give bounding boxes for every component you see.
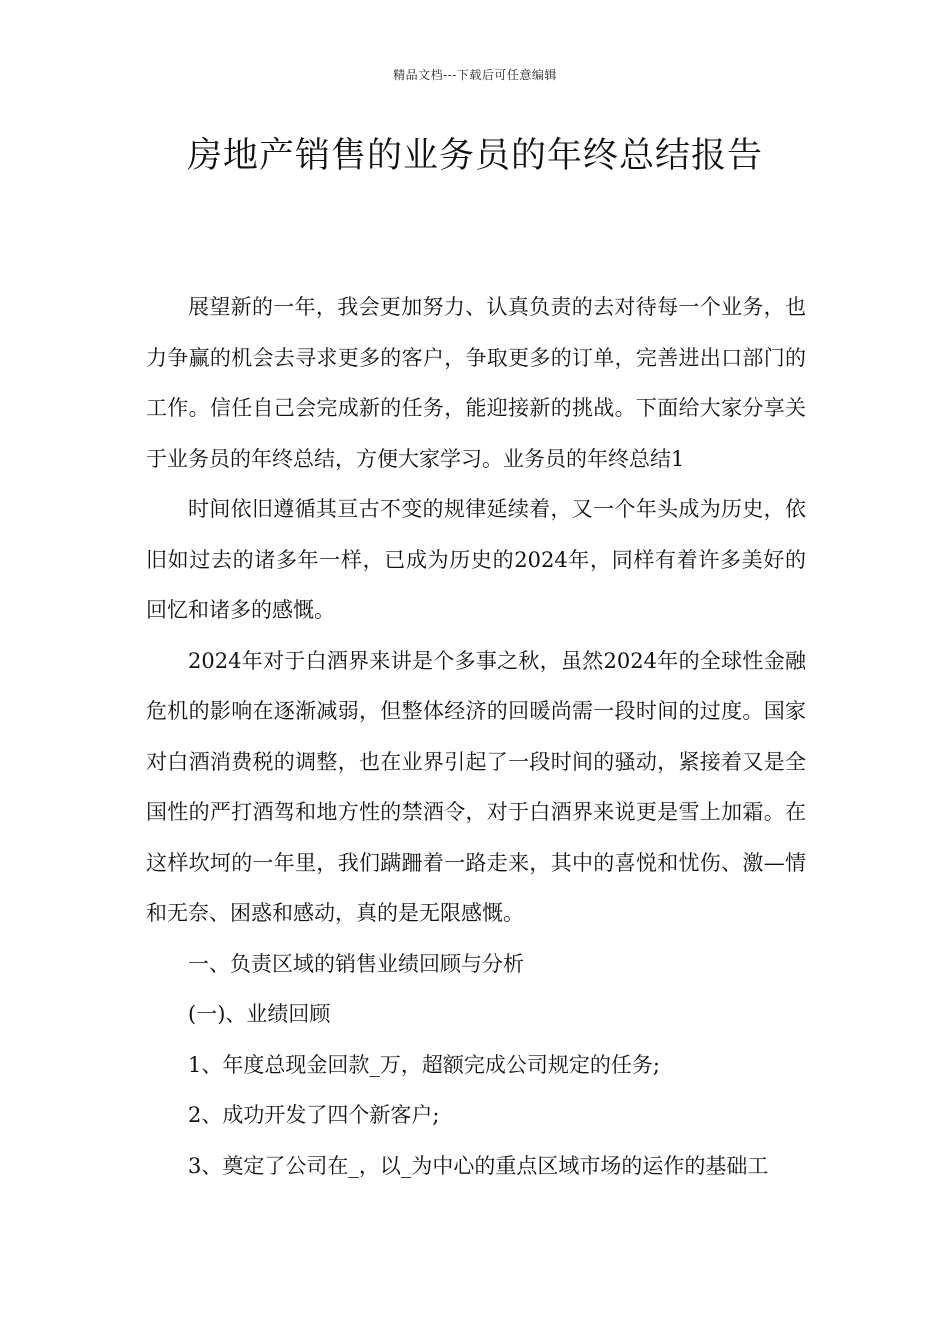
document-title: 房地产销售的业务员的年终总结报告 (186, 136, 763, 176)
header-note: 精品文档---下载后可任意编辑 (393, 68, 557, 82)
paragraph-intro: 展望新的一年，我会更加努力、认真负责的去对待每一个业务，也力争赢的机会去寻求更多的客户，争取更多的订单，完善进出口部门的工作。信任自己会完成新的任务，能迎接新的挑战。下面给大家分享关于业务员的年终总结，方便大家学习。业务员的年终总结1 (146, 295, 806, 471)
list-item: 3、奠定了公司在_，以_为中心的重点区域市场的运作的基础工 (188, 1153, 769, 1178)
document-body (146, 282, 806, 1191)
section-heading-1: 一、负责区域的销售业绩回顾与分析 (188, 951, 524, 976)
paragraph-industry: 2024年对于白酒界来讲是个多事之秋，虽然2024年的全球性金融危机的影响在逐渐减弱，但整体经济的回暖尚需一段时间的过度。国家对白酒消费税的调整，也在业界引起了一段时间的骚动，紧接着又是全国性的严打酒驾和地方性的禁酒令，对于白酒界来说更是雪上加霜。在这样坎坷的一年里，我们蹒跚着一路走来，其中的喜悦和忧伤、激—情和无奈、困惑和感动，真的是无限感慨。 (146, 648, 806, 925)
list-item: 2、成功开发了四个新客户; (188, 1103, 440, 1127)
subsection-heading-1: (一)、业绩回顾 (188, 1002, 331, 1026)
list-item: 1、年度总现金回款_万，超额完成公司规定的任务; (188, 1052, 660, 1077)
paragraph-time: 时间依旧遵循其亘古不变的规律延续着，又一个年头成为历史，依旧如过去的诸多年一样，已成为历史的2024年，同样有着许多美好的回忆和诸多的感慨。 (146, 497, 806, 622)
